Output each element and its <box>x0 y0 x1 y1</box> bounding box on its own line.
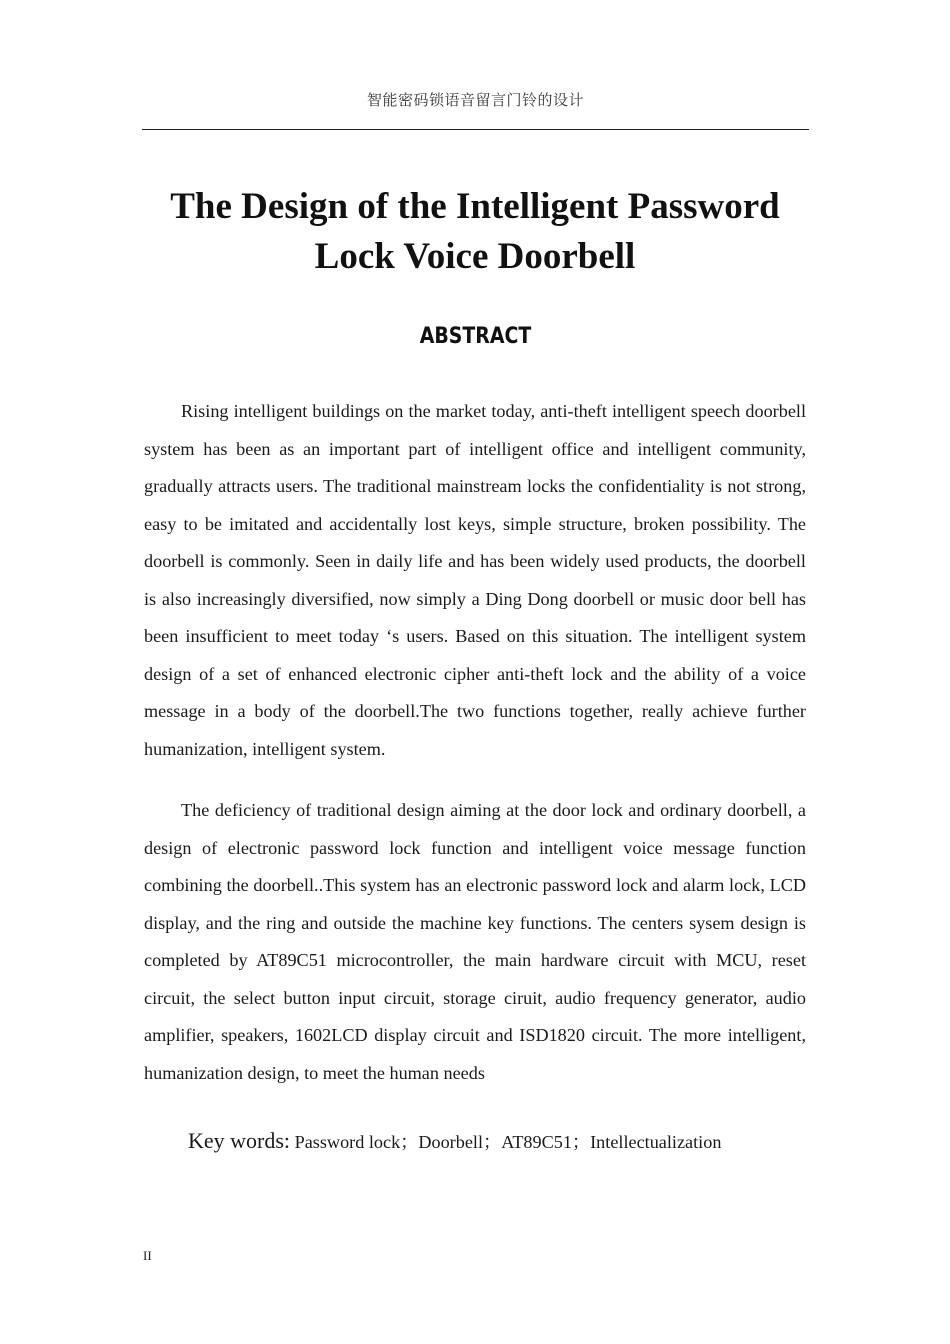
document-title-line-1: The Design of the Intelligent Password <box>170 186 780 227</box>
abstract-heading: ABSTRACT <box>419 324 532 349</box>
abstract-paragraph-1: Rising intelligent buildings on the market today, anti-theft intelligent speech doorbell system has been as an important part of intelligent office and intelligent community, gradually attracts users. The traditional mainstream locks the confidentiality is not strong, easy to be imitated and accidentally lost keys, simple structure, broken possibility. The doorbell is commonly. Seen in daily life and has been widely used products, the doorbell is also increasingly diversified, now simply a Ding Dong doorbell or music door bell has been insufficient to meet today ‘s users. Based on this situation. The intelligent system design of a set of enhanced electronic cipher anti-theft lock and the ability of a voice message in a body of the doorbell.The two functions together, really achieve further humanization, intelligent system. <box>144 401 806 759</box>
page-number: II <box>143 1248 152 1263</box>
header-divider <box>142 129 809 130</box>
keywords-line <box>188 1124 828 1159</box>
document-title-line-2: Lock Voice Doorbell <box>314 236 636 277</box>
abstract-paragraph-2: The deficiency of traditional design aiming at the door lock and ordinary doorbell, a design of electronic password lock function and intelligent voice message function combining the doorbell..This system has an electronic password lock and alarm lock, LCD display, and the ring and outside the machine key functions. The centers sysem design is completed by AT89C51 microcontroller, the main hardware circuit with MCU, reset circuit, the select button input circuit, storage ciruit, audio frequency generator, audio amplifier, speakers, 1602LCD display circuit and ISD1820 circuit. The more intelligent, humanization design, to meet the human needs <box>144 800 806 1083</box>
running-header: 智能密码锁语音留言门铃的设计 <box>366 91 584 109</box>
document-title <box>100 182 850 282</box>
keywords-label: Key words: <box>188 1128 291 1153</box>
keywords-values: Password lock；Doorbell；AT89C51；Intellectualization <box>294 1132 722 1152</box>
